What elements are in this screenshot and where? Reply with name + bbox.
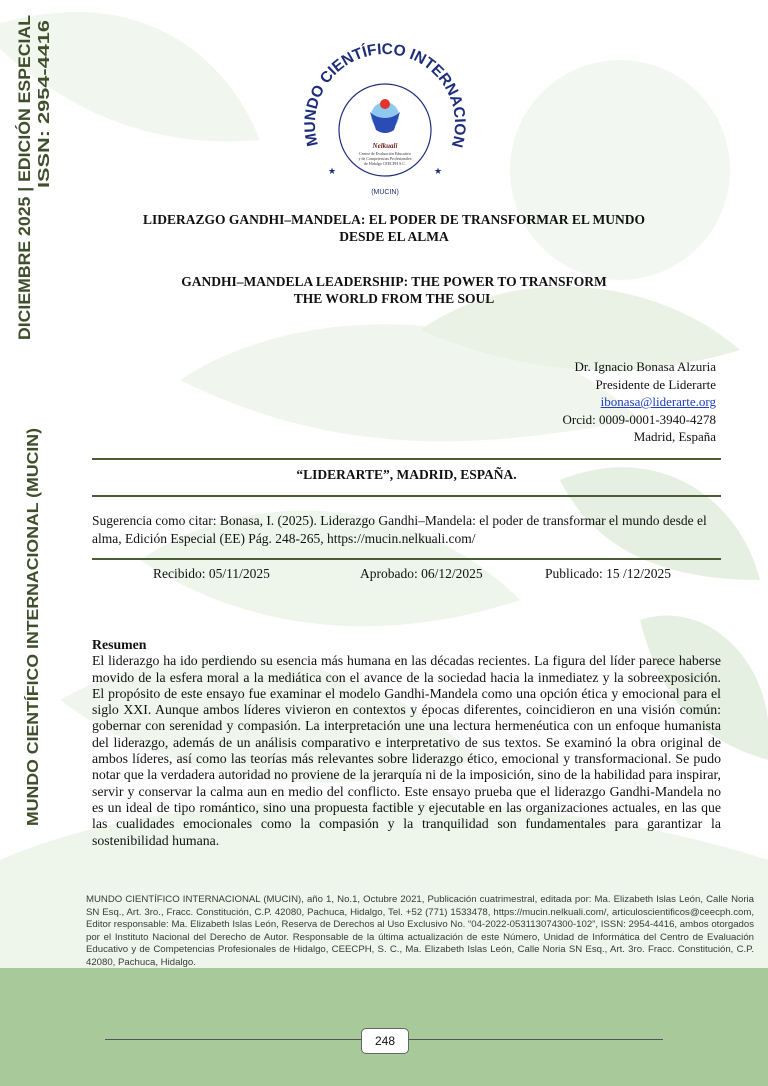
logo-inner-line2: y de Competencias Profesionales: [358, 156, 412, 161]
author-name: Dr. Ignacio Bonasa Alzuria: [574, 359, 716, 374]
title-spanish: LIDERAZGO GANDHI–MANDELA: EL PODER DE TRANSFORMAR EL MUNDO DESDE EL ALMA: [143, 212, 645, 244]
author-orcid: Orcid: 0009-0001-3940-4278: [562, 411, 716, 427]
logo-star-right-icon: ★: [434, 166, 443, 176]
logo-inner-name: Nelkuali: [372, 142, 398, 150]
divider-middle: [92, 495, 721, 497]
citation-suggestion: Sugerencia como citar: Bonasa, I. (2025). Liderazgo Gandhi–Mandela: el poder de transformar el mundo desde el alma, Edición Especial (EE) Pág. 248-265, https://mucin.nelkuali.com/: [92, 513, 707, 546]
author-block: [563, 358, 716, 446]
logo-arc-text: MUNDO CIENTÍFICO INTERNACION: [301, 40, 469, 150]
sidebar-issn: ISSN: 2954-4416: [36, 64, 53, 188]
footer-legal-notice: MUNDO CIENTÍFICO INTERNACIONAL (MUCIN), año 1, No.1, Octubre 2021, Publicación cuatrimestral, editada por: Ma. Elizabeth Islas León, Calle Noria SN Esq., Art. 3ro., Fracc. Constitución, C.P. 42080, Pachuca, Hidalgo, Tel. +52 (771) 1533478, https://mucin.nelkuali.com/, articuloscientificos@ceecph.com, Editor responsable: Ma. Elizabeth Islas León, Reserva de Derechos al Uso Exclusivo No. “04-2022-053113074300-102”, ISSN: 2954-4416, ambos otorgados por el Instituto Nacional del Derecho de Autor. Responsable de la última actualización de este Número, Unidad de Informática del Centro de Evaluación Educativo y de Competencias Profesionales de Hidalgo, CEECPH, S. C., Ma. Elizabeth Islas León, Calle Noria SN Esq., Art. 3ro. Fracc. Constitución, C.P. 42080, Pachuca, Hidalgo.: [86, 894, 754, 968]
footer-green-band: [0, 968, 768, 1086]
abstract-section: [92, 637, 721, 849]
sidebar-journal: MUNDO CIENTÍFICO INTERNACIONAL (MUCIN): [25, 477, 42, 826]
sidebar-vertical-text: [0, 0, 53, 840]
title-english: GANDHI–MANDELA LEADERSHIP: THE POWER TO TRANSFORM THE WORLD FROM THE SOUL: [181, 274, 607, 306]
affiliation: “LIDERARTE”, MADRID, ESPAÑA.: [296, 467, 517, 482]
date-approved: Aprobado: 06/12/2025: [360, 566, 483, 581]
abstract-heading: Resumen: [92, 637, 147, 652]
journal-logo-svg: [300, 38, 470, 203]
divider-top: [92, 458, 721, 460]
abstract-body: El liderazgo ha ido perdiendo su esencia más humana en las décadas recientes. La figura del líder parece haberse movido de la esfera moral a la mediática con el avance de la sociedad hacia la inmediatez y la sobreexposición. El propósito de este ensayo fue examinar el modelo Gandhi-Mandela como una opción ética y emocional para el siglo XXI. Aunque ambos líderes vivieron en contextos y épocas diferentes, coincidieron en una visión común: gobernar con serenidad y compasión. La interpretación une una lectura hermenéutica con un enfoque humanista del liderazgo, además de un análisis comparativo e interpretativo de sus textos. Se examinó la obra original de ambos líderes, así como las teorías más relevantes sobre liderazgo ético, emocional y transformacional. Se pudo notar que la verdadera autoridad no proviene de la jerarquía ni de la imposición, sino de la habilidad para inspirar, servir y conservar la calma aun en medio del conflicto. Este ensayo prueba que el liderazgo Gandhi-Mandela no es un ideal de tipo romántico, sino una propuesta factible y ejecutable en las organizaciones actuales, en las que las cualidades emocionales como la compasión y la tranquilidad son fundamentales para garantizar la sostenibilidad humana.: [92, 653, 721, 848]
journal-logo: [300, 38, 470, 203]
page-line-left: [105, 1039, 361, 1040]
logo-star-left-icon: ★: [328, 166, 337, 176]
logo-inner-line3: de Hidalgo CEECPH S.C.: [364, 161, 406, 166]
author-email-link[interactable]: ibonasa@liderarte.org: [600, 394, 716, 409]
logo-inner-line1: Centro de Evaluación Educativo: [359, 151, 411, 156]
date-received: Recibido: 05/11/2025: [153, 566, 270, 581]
sidebar-edition: DICIEMBRE 2025 | EDICIÓN ESPECIAL: [16, 36, 34, 340]
author-location: Madrid, España: [633, 429, 716, 444]
divider-bottom: [92, 558, 721, 560]
page-number: 248: [361, 1028, 409, 1054]
date-published: Publicado: 15 /12/2025: [545, 566, 671, 581]
author-role: Presidente de Liderarte: [595, 376, 716, 392]
sidebar-vertical-text-svg: [0, 0, 53, 840]
page-line-right: [407, 1039, 663, 1040]
logo-bottom-text: (MUCIN): [371, 189, 399, 196]
